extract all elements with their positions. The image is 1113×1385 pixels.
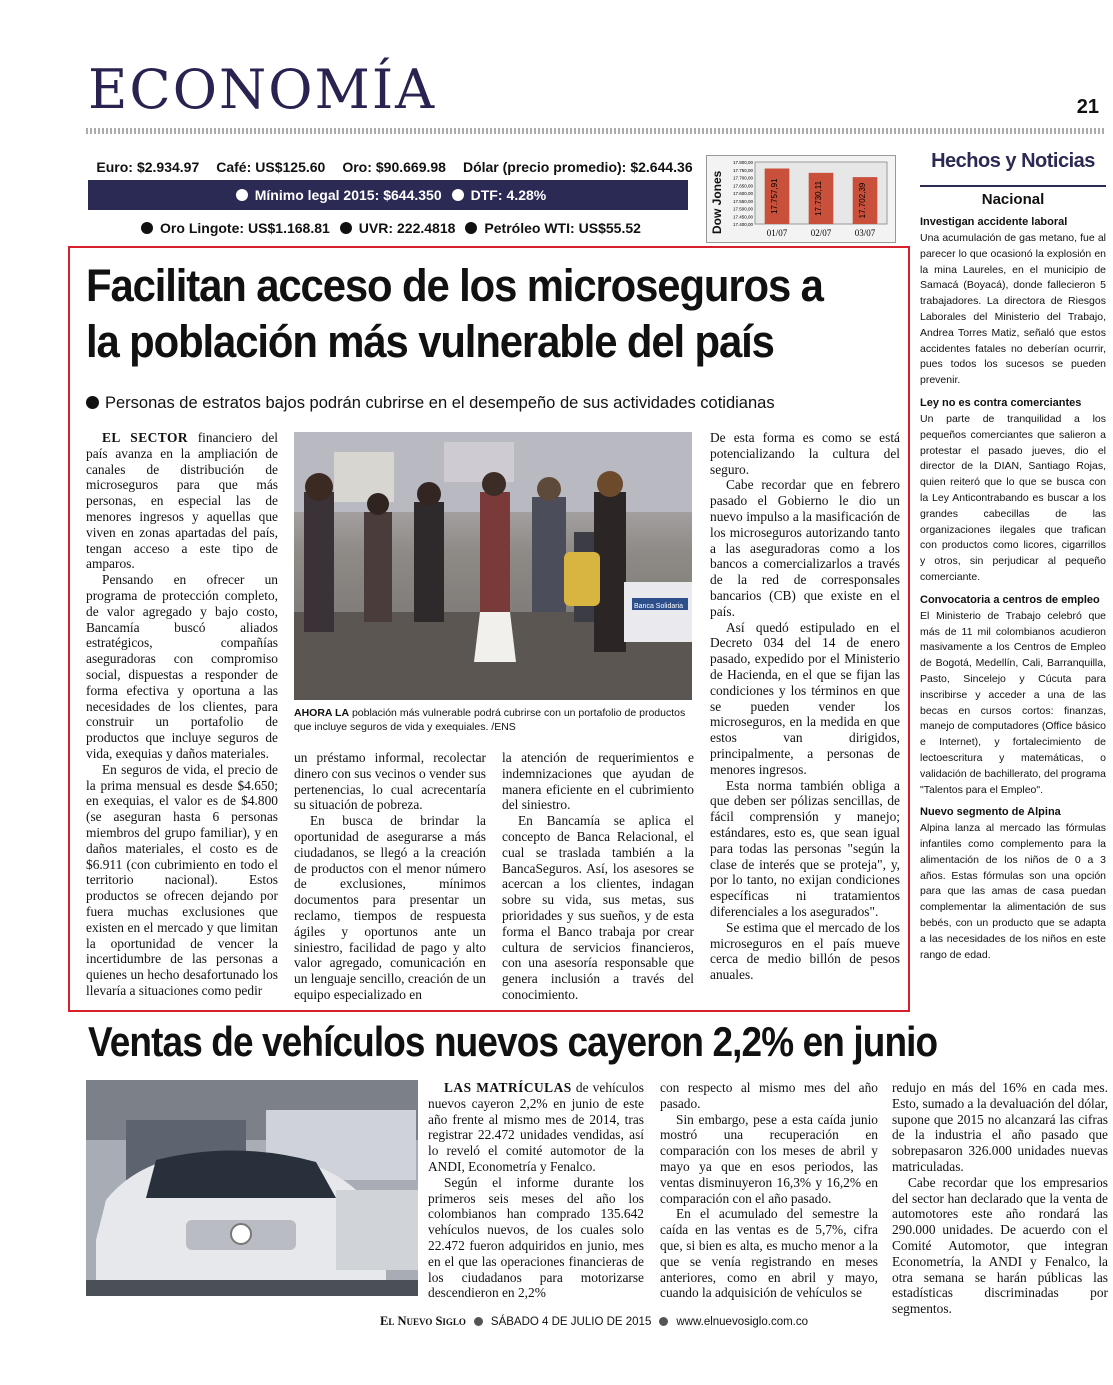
article-column-2 [294, 750, 486, 1003]
article-paragraph: con respecto al mismo mes del año pasado. [660, 1080, 878, 1111]
chart-value-label: 17.730,11 [814, 180, 823, 216]
market-value: 222.4818 [397, 220, 456, 236]
market-label: Café: [216, 159, 252, 175]
article-paragraph: un préstamo informal, recolectar dinero con sus vecinos o vender sus pertenencias, lo cual acrecentaría su situación de pobreza. [294, 750, 486, 813]
dow-jones-label-text: Dow Jones [710, 170, 724, 234]
sidebar-item-heading: Ley no es contra comerciantes [920, 396, 1082, 409]
sidebar-item [920, 806, 1106, 963]
article2-column-2 [660, 1080, 878, 1301]
bullet-icon [340, 222, 352, 234]
market-value: $90.669.98 [375, 159, 446, 175]
article-paragraph: Esta norma también obliga a que deben ser pólizas sencillas, de fácil comprensión y manejo; estándares, esto es, que sean igual para todas las personas "según la clase de interés que se proteja", y, por lo tanto, no exijan condiciones específicas ni tratamientos diferenciales a los asegurados". [710, 777, 900, 919]
market-label: Oro: [342, 159, 372, 175]
market-label: DTF: [470, 187, 503, 203]
header-divider [86, 128, 1106, 134]
sidebar-item [920, 397, 1106, 586]
article-column-1 [86, 430, 278, 999]
chart-y-tick-label: 17.450,00 [732, 214, 753, 220]
sidebar-item-body: El Ministerio de Trabajo celebró que más de 11 mil colombianos acudieron masivamente a los Centros de Empleo de Bogotá, Medellín, Cali, Barranquilla, Pasto, Sincelejo y Cúcuta para inscribirse y acceder a una de las becas en cursos cortos: finanzas, manejo de computadores (Office básico e Internet), y fortalecimiento de lectoescritura y matemáticas, o validación de bachillerato, del programa "Talentos para el Empleo". [920, 609, 1106, 796]
article2-column-3 [892, 1080, 1108, 1317]
sidebar-item-body: Un parte de tranquilidad a los pequeños comerciantes que salieron a protestar el pasado jueves, dio el director de la DIAN, Santiago Rojas, quien reiteró que lo que se busca con la Ley Anticontrabando es buscar a los grandes cabecillas de las organizaciones ilegales que trafican con productos como licores, cigarrillos y otros, sin perjudicar al pequeño comerciante. [920, 412, 1106, 583]
market-value: US$1.168.81 [248, 220, 330, 236]
article-paragraph: Sin embargo, pese a esta caída junio mostró una recuperación en comparación con los meses de abril y mayo ya que en esos periodos, las ventas disminuyeron 16,3% y 16,2% en comparación con el año pasado. [660, 1111, 878, 1206]
bullet-icon [452, 189, 464, 201]
article-paragraph: Según el informe durante los primeros seis meses del año los colombianos han comprado 135.642 vehículos nuevos, de los cuales solo 22.472 fueron adquiridos en junio, mes en el que las operaciones financieras de los ciudadanos para motorizarse descendieron en 2,2% [428, 1174, 644, 1301]
chart-y-tick-label: 17.750,00 [732, 167, 753, 173]
market-row-3 [88, 217, 688, 239]
dow-jones-svg [707, 156, 895, 242]
car-photo-illustration [86, 1080, 418, 1296]
article-column-3 [502, 750, 694, 1003]
market-label: Mínimo legal 2015: [254, 187, 380, 203]
market-value: $644.350 [383, 187, 442, 203]
article-paragraph: En Bancamía se aplica el concepto de Banca Relacional, el cual se traslada también a la BancaSeguros. Así, los asesores se acercan a los clientes, indagan sobre su vida, sus metas, sus prioridades y sus sueños, y de esta forma el Banco trabaja por crear cultura de servicios financieros, con una asesoría responsable que genera inclusión a través del conocimiento. [502, 813, 694, 1002]
chart-y-tick-label: 17.550,00 [732, 198, 753, 204]
market-value: 4.28% [506, 187, 547, 203]
article-paragraph [86, 430, 278, 572]
market-value: US$125.60 [255, 159, 326, 175]
sidebar-item [920, 216, 1106, 389]
article-paragraph: De esta forma es como se está potencializando la cultura del seguro. [710, 430, 900, 477]
chart-value-label: 17.757,91 [770, 178, 779, 215]
article-paragraph: redujo en más del 16% en cada mes. Esto, sumado a la devaluación del dólar, supone que 2015 no alcanzará las cifras de la industria el año pasado que sobrepasaron 326.000 unidades nuevas matriculadas. [892, 1080, 1108, 1174]
market-row-2 [88, 180, 688, 210]
event-photo-illustration [294, 432, 692, 700]
footer-url: www.elnuevosiglo.com.co [676, 1315, 809, 1328]
article-paragraph: Así quedó estipulado en el Decreto 034 del 14 de enero pasado, expedido por el Ministerio de Hacienda, en el que se fijan las condiciones y los términos en que se pueden vender los microseguros, en la medida en que estos van dirigidos, principalmente, a personas de menores ingresos. [710, 619, 900, 777]
section-title: ECONOMÍA [88, 58, 437, 121]
bullet-icon [141, 222, 153, 234]
chart-y-tick-label: 17.500,00 [732, 206, 753, 212]
article-text: financiero del país avanza en la ampliación de canales de distribución de microseguros para que más personas, en especial las de menores ingresos y aquellas que viven en zonas apartadas del país, tengan acceso a este tipo de amparos. [86, 430, 278, 572]
article-lead: EL SECTOR [102, 430, 189, 445]
chart-value-label: 17.702,39 [858, 182, 867, 219]
footer-date: SÁBADO 4 DE JULIO DE 2015 [490, 1315, 652, 1328]
article-paragraph: En seguros de vida, el precio de la prima mensual es desde $4.650; en exequias, el valor es de $4.800 (se aseguran hasta 6 personas miembros del grupo familiar), y en daños materiales, el costo es de $6.911 (con cubrimiento en todo el territorio nacional). Estos productos se ofrecen dejando por fuera muchas exclusiones que existen en el mercado y que limitan la oportunidad de vencer la incertidumbre de las personas a quienes un hecho desafortunado los llevaría a situaciones como pedir [86, 761, 278, 998]
bullet-icon [236, 189, 248, 201]
page-footer [380, 1314, 840, 1329]
article-paragraph: Cabe recordar que en febrero pasado el Gobierno le dio un nuevo impulso a la masificación de los microseguros autorizando tanto a las aseguradoras como a los bancos a comercializarlos a través de la red de corresponsales bancarios (CB) que existe en el país. [710, 477, 900, 619]
market-label: Oro Lingote: [160, 220, 245, 236]
sidebar-subtitle: Nacional [920, 185, 1106, 208]
market-label: Euro: [96, 159, 133, 175]
sidebar-item [920, 594, 1106, 799]
article-paragraph: En busca de brindar la oportunidad de asegurarse a más ciudadanos, se llegó a la creación de productos con el menor número de exclusiones, mínimos documentos para presentar un reclamo, tiempos de respuesta ágiles y oportunos ante un siniestro, facilidad de pago y alto valor agregado, comunicación en un lenguaje sencillo, creación de un equipo especializado en [294, 813, 486, 1002]
bullet-icon [465, 222, 477, 234]
article-subhead-text: Personas de estratos bajos podrán cubrirse en el desempeño de sus actividades cotidianas [105, 394, 775, 412]
chart-y-tick-label: 17.650,00 [732, 183, 753, 189]
chart-x-tick-label: 01/07 [766, 228, 788, 238]
chart-y-tick-label: 17.800,00 [732, 160, 753, 165]
article-text: de vehículos nuevos cayeron 2,2% en junio de este año frente al mismo mes de 2014, tras registrar 22.472 unidades vendidas, así lo reveló el comité automotor de la ANDI, Econometría y Fenalco. [428, 1080, 645, 1174]
article2-headline: Ventas de vehículos nuevos cayeron 2,2% en junio [88, 1018, 938, 1065]
sidebar-title: Hechos y Noticias [931, 150, 1095, 172]
event-photo [294, 432, 692, 700]
market-label: Dólar (precio promedio): [462, 159, 627, 175]
article2-column-1 [428, 1080, 644, 1301]
article-paragraph: Cabe recordar que los empresarios del sector han declarado que la venta de automotores este año rondará las 290.000 unidades. De acuerdo con el Comité Automotor, que integran Econometría, la ANDI y Fenalco, la otra semana se harán públicas las estadísticas discriminadas por segmentos. [892, 1174, 1108, 1317]
sidebar-item-body: Alpina lanza al mercado las fórmulas infantiles como complemento para la alimentación de los niños de 0 a 3 años. Estas fórmulas son una opción para que las amas de casa puedan complementar la alimentación de sus bebés, con un producto que se adapta a las necesidades de los niños en este rango de edad. [920, 822, 1106, 961]
sidebar-item-heading: Investigan accidente laboral [920, 216, 1068, 228]
article-subhead [86, 394, 906, 413]
bullet-icon [86, 396, 99, 409]
footer-brand: El Nuevo Siglo [380, 1314, 466, 1328]
market-value: $2.644.36 [630, 159, 693, 175]
car-photo [86, 1080, 418, 1296]
photo-caption [294, 706, 694, 734]
article-paragraph: En el acumulado del semestre la caída en las ventas es de 5,7%, cifra que, si bien es alta, es mucho menor a la que se venía registrando en meses anteriores, como en abril y mayo, cuando la adquisición de vehículos se [660, 1206, 878, 1301]
bullet-icon [474, 1317, 483, 1326]
chart-y-tick-label: 17.700,00 [732, 175, 753, 181]
sidebar-item-body: Una acumulación de gas metano, fue al parecer lo que ocasionó la explosión en la mina Laureles, en el municipio de Samacá (Boyacá), donde fallecieron 5 trabajadores. La directora de Riesgos Laborales del Ministerio del Trabajo, Andrea Torres Matiz, señaló que estos accidentes fatales no deberían ocurrir, pues todos los sucesos se pueden prevenir. [920, 232, 1106, 387]
bullet-icon [659, 1317, 668, 1326]
chart-y-tick-label: 17.600,00 [732, 191, 753, 196]
article-paragraph [428, 1080, 644, 1175]
market-value: $2.934.97 [136, 159, 200, 175]
page-number: 21 [1076, 96, 1099, 118]
article-paragraph: Se estima que el mercado de los microseguros en el país mueve cerca de medio billón de pesos anuales. [710, 919, 900, 983]
dow-jones-chart [706, 155, 896, 243]
chart-y-tick-label: 17.400,00 [732, 222, 753, 227]
article-column-4 [710, 430, 900, 983]
dow-jones-label [710, 162, 728, 234]
article2-lead: LAS MATRÍCULAS [444, 1080, 572, 1095]
market-row-1 [88, 156, 693, 178]
banner-text: Banca Solidaria [634, 603, 684, 610]
chart-x-tick-label: 02/07 [810, 228, 832, 238]
sidebar-item-heading: Convocatoria a centros de empleo [920, 593, 1100, 606]
article-headline: Facilitan acceso de los microseguros a la población más vulnerable del país [86, 260, 823, 367]
news-sidebar [920, 150, 1106, 963]
caption-lead: AHORA LA [294, 707, 350, 719]
market-label: Petróleo WTI: [484, 220, 575, 236]
chart-x-tick-label: 03/07 [854, 228, 876, 238]
article-paragraph: la atención de requerimientos e indemnizaciones que ayudan de manera eficiente en el cubrimiento del siniestro. [502, 750, 694, 813]
market-label: UVR: [358, 220, 394, 236]
sidebar-item-heading: Nuevo segmento de Alpina [920, 806, 1061, 819]
article-paragraph: Pensando en ofrecer un programa de protección completo, de valor agregado y bajo costo, Bancamía buscó aliados estratégicos, compañías aseguradoras con compromiso social, dispuestas a responder de forma efectiva y oportuna a las necesidades de los clientes, para construir un portafolio de productos que incluye seguros de vida, exequias y daños materiales. [86, 572, 278, 761]
market-value: US$55.52 [578, 220, 641, 236]
caption-text: población más vulnerable podrá cubrirse con un portafolio de productos que incluye seguros de vida y exequiales. /ENS [294, 707, 686, 733]
